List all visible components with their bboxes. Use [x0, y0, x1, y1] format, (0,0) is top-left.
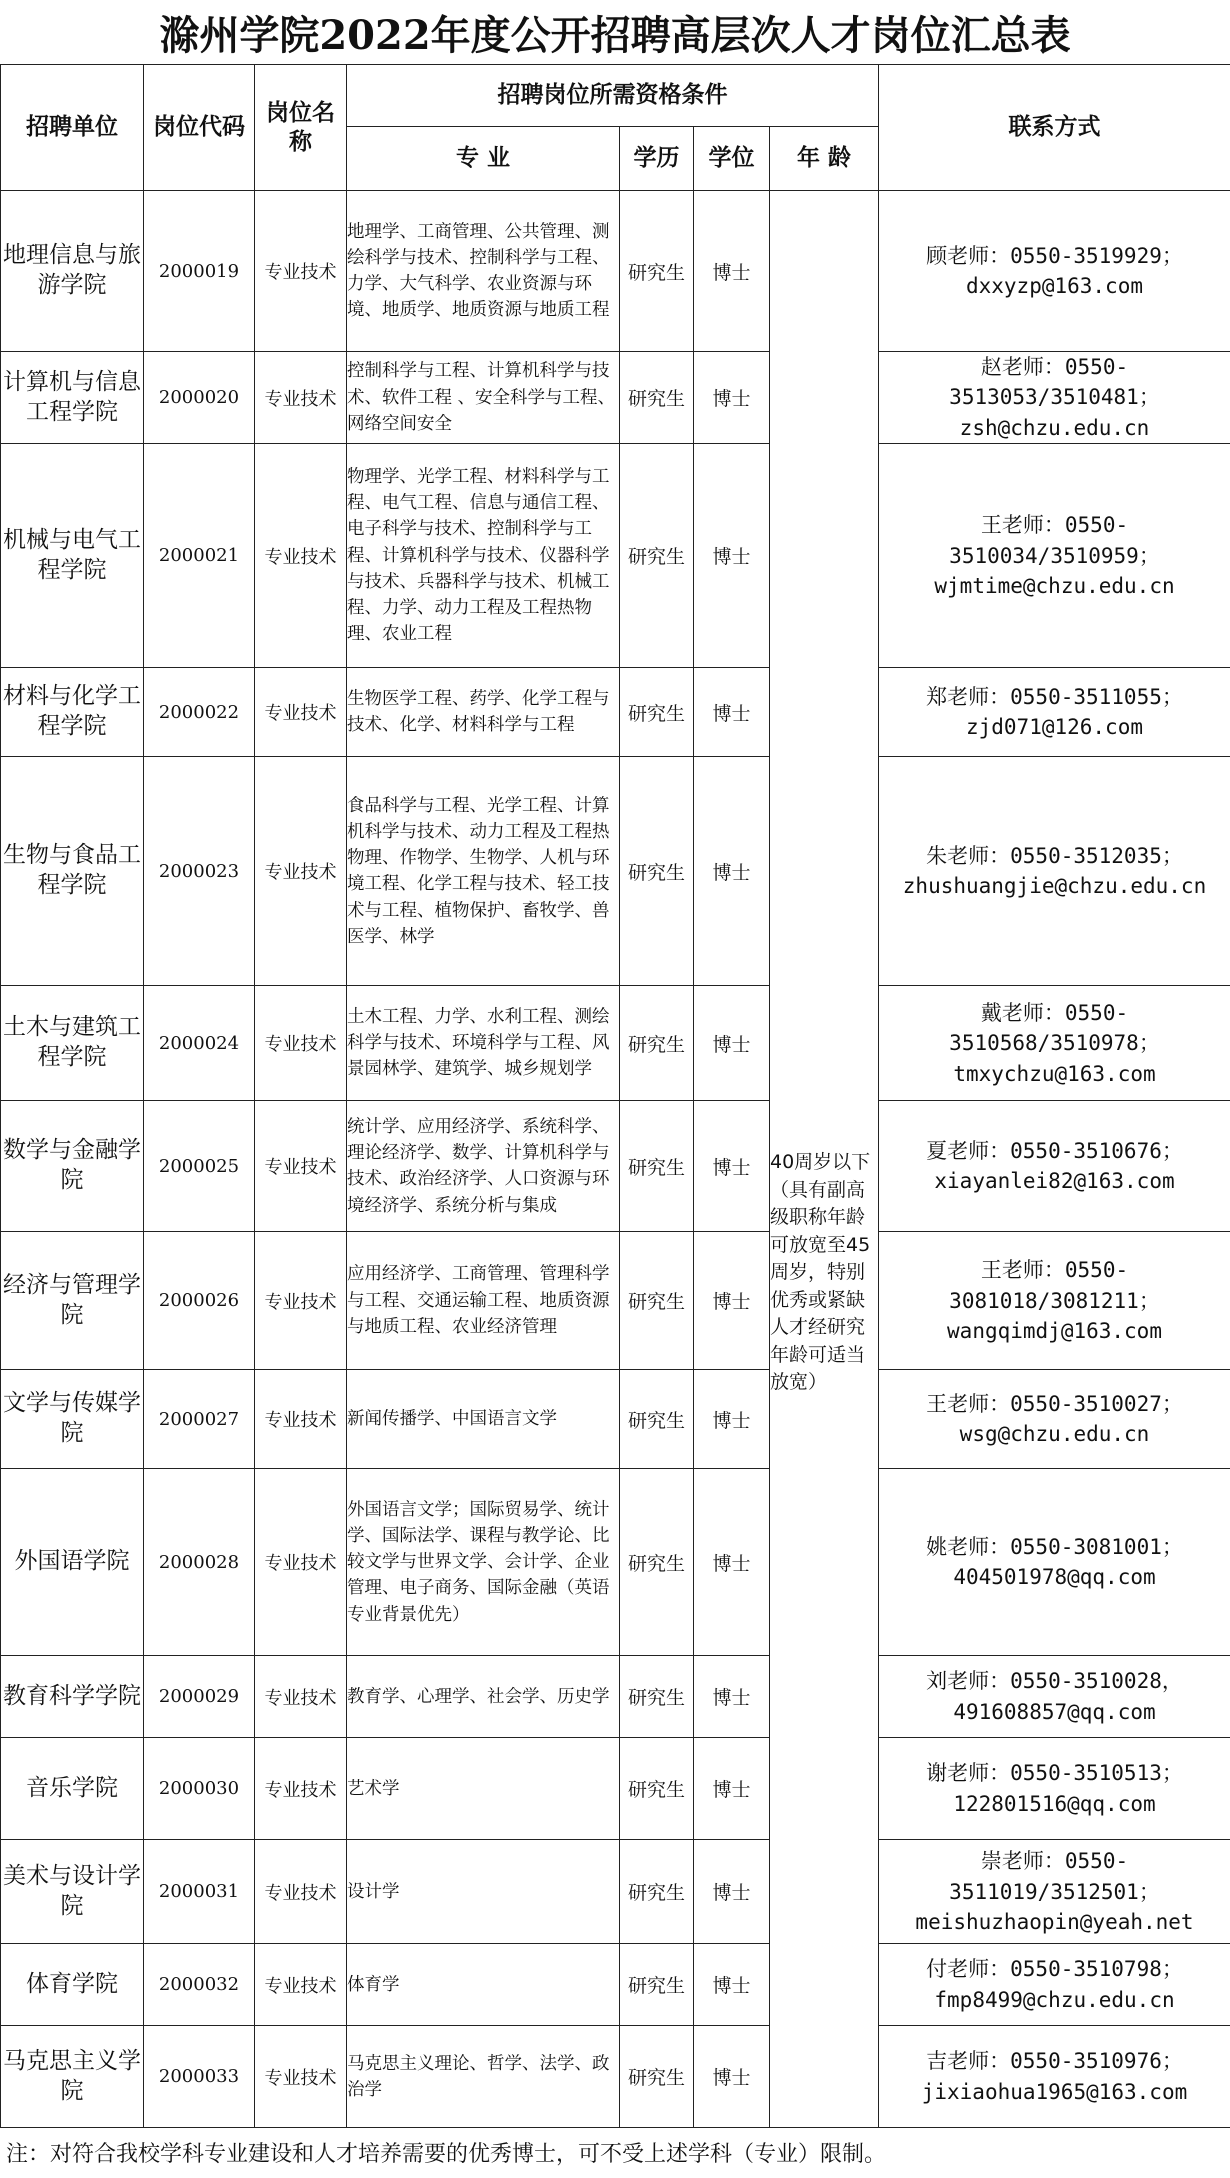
education-cell: 研究生: [620, 444, 694, 668]
post-code-cell: 2000019: [144, 191, 255, 352]
post-code-cell: 2000030: [144, 1738, 255, 1840]
degree-cell: 博士: [694, 668, 770, 757]
table-row: [1, 1738, 1230, 1840]
unit-cell: 马克思主义学院: [1, 2026, 144, 2128]
post-code-cell: 2000024: [144, 986, 255, 1101]
degree-cell: 博士: [694, 1656, 770, 1738]
contact-cell: 赵老师：0550-3513053/3510481；zsh@chzu.edu.cn: [879, 352, 1230, 444]
unit-cell: 数学与金融学院: [1, 1101, 144, 1232]
post-name-cell: 专业技术: [255, 1370, 347, 1469]
table-row: [1, 1656, 1230, 1738]
degree-cell: 博士: [694, 191, 770, 352]
header-major: 专 业: [347, 127, 620, 191]
major-cell: 地理学、工商管理、公共管理、测绘科学与技术、控制科学与工程、力学、大气科学、农业资源与环境、地质学、地质资源与地质工程: [347, 191, 620, 352]
unit-cell: 外国语学院: [1, 1469, 144, 1656]
contact-cell: 王老师：0550-3081018/3081211；wangqimdj@163.com: [879, 1232, 1230, 1370]
major-cell: 教育学、心理学、社会学、历史学: [347, 1656, 620, 1738]
header-education: 学历: [620, 127, 694, 191]
header-post-name: 岗位名称: [255, 65, 347, 191]
contact-cell: 吉老师：0550-3510976；jixiaohua1965@163.com: [879, 2026, 1230, 2128]
major-cell: 控制科学与工程、计算机科学与技术、软件工程 、安全科学与工程、网络空间安全: [347, 352, 620, 444]
post-name-cell: 专业技术: [255, 352, 347, 444]
major-cell: 外国语言文学；国际贸易学、统计学、国际法学、课程与教学论、比较文学与世界文学、会计学、企业管理、电子商务、国际金融（英语专业背景优先）: [347, 1469, 620, 1656]
education-cell: 研究生: [620, 1101, 694, 1232]
major-cell: 设计学: [347, 1840, 620, 1944]
unit-cell: 教育科学学院: [1, 1656, 144, 1738]
table-row: [1, 1469, 1230, 1656]
post-name-cell: 专业技术: [255, 1232, 347, 1370]
post-name-cell: 专业技术: [255, 1469, 347, 1656]
major-cell: 体育学: [347, 1944, 620, 2026]
header-contact: 联系方式: [879, 65, 1230, 191]
unit-cell: 地理信息与旅游学院: [1, 191, 144, 352]
post-code-cell: 2000032: [144, 1944, 255, 2026]
degree-cell: 博士: [694, 1738, 770, 1840]
header-requirements: 招聘岗位所需资格条件: [347, 65, 879, 127]
table-body: [1, 191, 1230, 2128]
education-cell: 研究生: [620, 191, 694, 352]
table-row: [1, 668, 1230, 757]
recruitment-table: [0, 64, 1230, 2128]
table-row: [1, 1101, 1230, 1232]
post-code-cell: 2000021: [144, 444, 255, 668]
post-name-cell: 专业技术: [255, 2026, 347, 2128]
degree-cell: 博士: [694, 757, 770, 986]
post-code-cell: 2000029: [144, 1656, 255, 1738]
post-code-cell: 2000020: [144, 352, 255, 444]
contact-cell: 付老师：0550-3510798；fmp8499@chzu.edu.cn: [879, 1944, 1230, 2026]
table-row: [1, 1232, 1230, 1370]
table-row: [1, 352, 1230, 444]
age-requirement: 40周岁以下（具有副高级职称年龄可放宽至45周岁，特别优秀或紧缺人才经研究年龄可适当放宽）: [770, 1151, 871, 1394]
table-row: [1, 1944, 1230, 2026]
table-row: [1, 2026, 1230, 2128]
major-cell: 土木工程、力学、水利工程、测绘科学与技术、环境科学与工程、风景园林学、建筑学、城乡规划学: [347, 986, 620, 1101]
post-code-cell: 2000025: [144, 1101, 255, 1232]
unit-cell: 机械与电气工程学院: [1, 444, 144, 668]
post-name-cell: 专业技术: [255, 1656, 347, 1738]
contact-cell: 刘老师：0550-3510028，491608857@qq.com: [879, 1656, 1230, 1738]
footnote: 注：对符合我校学科专业建设和人才培养需要的优秀博士，可不受上述学科（专业）限制。: [6, 2142, 887, 2167]
education-cell: 研究生: [620, 1840, 694, 1944]
education-cell: 研究生: [620, 1738, 694, 1840]
post-name-cell: 专业技术: [255, 757, 347, 986]
contact-cell: 崇老师：0550-3511019/3512501；meishuzhaopin@yeah.net: [879, 1840, 1230, 1944]
contact-cell: 王老师：0550-3510034/3510959；wjmtime@chzu.edu.cn: [879, 444, 1230, 668]
degree-cell: 博士: [694, 1232, 770, 1370]
contact-cell: 夏老师：0550-3510676；xiayanlei82@163.com: [879, 1101, 1230, 1232]
post-name-cell: 专业技术: [255, 986, 347, 1101]
education-cell: 研究生: [620, 757, 694, 986]
education-cell: 研究生: [620, 2026, 694, 2128]
post-name-cell: 专业技术: [255, 1101, 347, 1232]
post-code-cell: 2000033: [144, 2026, 255, 2128]
education-cell: 研究生: [620, 352, 694, 444]
degree-cell: 博士: [694, 444, 770, 668]
header-code: 岗位代码: [144, 65, 255, 191]
post-code-cell: 2000028: [144, 1469, 255, 1656]
table-row: [1, 444, 1230, 668]
post-name-cell: 专业技术: [255, 668, 347, 757]
contact-cell: 郑老师：0550-3511055；zjd071@126.com: [879, 668, 1230, 757]
education-cell: 研究生: [620, 668, 694, 757]
contact-cell: 戴老师：0550-3510568/3510978；tmxychzu@163.com: [879, 986, 1230, 1101]
major-cell: 新闻传播学、中国语言文学: [347, 1370, 620, 1469]
table-row: [1, 1840, 1230, 1944]
contact-cell: 朱老师：0550-3512035；zhushuangjie@chzu.edu.cn: [879, 757, 1230, 986]
unit-cell: 材料与化学工程学院: [1, 668, 144, 757]
major-cell: 统计学、应用经济学、系统科学、理论经济学、数学、计算机科学与技术、政治经济学、人口资源与环境经济学、系统分析与集成: [347, 1101, 620, 1232]
major-cell: 生物医学工程、药学、化学工程与技术、化学、材料科学与工程: [347, 668, 620, 757]
major-cell: 物理学、光学工程、材料科学与工程、电气工程、信息与通信工程、电子科学与技术、控制科学与工程、计算机科学与技术、仪器科学与技术、兵器科学与技术、机械工程、力学、动力工程及工程热物理、农业工程: [347, 444, 620, 668]
unit-cell: 生物与食品工程学院: [1, 757, 144, 986]
education-cell: 研究生: [620, 1469, 694, 1656]
major-cell: 艺术学: [347, 1738, 620, 1840]
table-row: [1, 757, 1230, 986]
post-name-cell: 专业技术: [255, 1840, 347, 1944]
education-cell: 研究生: [620, 1944, 694, 2026]
degree-cell: 博士: [694, 2026, 770, 2128]
post-code-cell: 2000022: [144, 668, 255, 757]
header-unit: 招聘单位: [1, 65, 144, 191]
contact-cell: 谢老师：0550-3510513；122801516@qq.com: [879, 1738, 1230, 1840]
unit-cell: 美术与设计学院: [1, 1840, 144, 1944]
unit-cell: 计算机与信息工程学院: [1, 352, 144, 444]
contact-cell: 王老师：0550-3510027；wsg@chzu.edu.cn: [879, 1370, 1230, 1469]
post-code-cell: 2000027: [144, 1370, 255, 1469]
table-row: [1, 191, 1230, 352]
major-cell: 食品科学与工程、光学工程、计算机科学与技术、动力工程及工程热物理、作物学、生物学、人机与环境工程、化学工程与技术、轻工技术与工程、植物保护、畜牧学、兽医学、林学: [347, 757, 620, 986]
post-name-cell: 专业技术: [255, 191, 347, 352]
contact-cell: 顾老师：0550-3519929；dxxyzp@163.com: [879, 191, 1230, 352]
table-row: [1, 1370, 1230, 1469]
post-name-cell: 专业技术: [255, 1944, 347, 2026]
unit-cell: 经济与管理学院: [1, 1232, 144, 1370]
document-title: 滁州学院2022年度公开招聘高层次人才岗位汇总表: [159, 11, 1071, 59]
header-age: 年 龄: [770, 127, 879, 191]
degree-cell: 博士: [694, 1101, 770, 1232]
education-cell: 研究生: [620, 1656, 694, 1738]
header-degree: 学位: [694, 127, 770, 191]
post-name-cell: 专业技术: [255, 1738, 347, 1840]
post-code-cell: 2000026: [144, 1232, 255, 1370]
education-cell: 研究生: [620, 986, 694, 1101]
post-name-cell: 专业技术: [255, 444, 347, 668]
degree-cell: 博士: [694, 986, 770, 1101]
unit-cell: 体育学院: [1, 1944, 144, 2026]
post-code-cell: 2000031: [144, 1840, 255, 1944]
major-cell: 马克思主义理论、哲学、法学、政治学: [347, 2026, 620, 2128]
contact-cell: 姚老师：0550-3081001；404501978@qq.com: [879, 1469, 1230, 1656]
unit-cell: 音乐学院: [1, 1738, 144, 1840]
unit-cell: 土木与建筑工程学院: [1, 986, 144, 1101]
degree-cell: 博士: [694, 1944, 770, 2026]
age-cell: [770, 191, 879, 2128]
post-code-cell: 2000023: [144, 757, 255, 986]
unit-cell: 文学与传媒学院: [1, 1370, 144, 1469]
degree-cell: 博士: [694, 1469, 770, 1656]
education-cell: 研究生: [620, 1232, 694, 1370]
degree-cell: 博士: [694, 1840, 770, 1944]
education-cell: 研究生: [620, 1370, 694, 1469]
degree-cell: 博士: [694, 1370, 770, 1469]
table-row: [1, 986, 1230, 1101]
major-cell: 应用经济学、工商管理、管理科学与工程、交通运输工程、地质资源与地质工程、农业经济管理: [347, 1232, 620, 1370]
degree-cell: 博士: [694, 352, 770, 444]
